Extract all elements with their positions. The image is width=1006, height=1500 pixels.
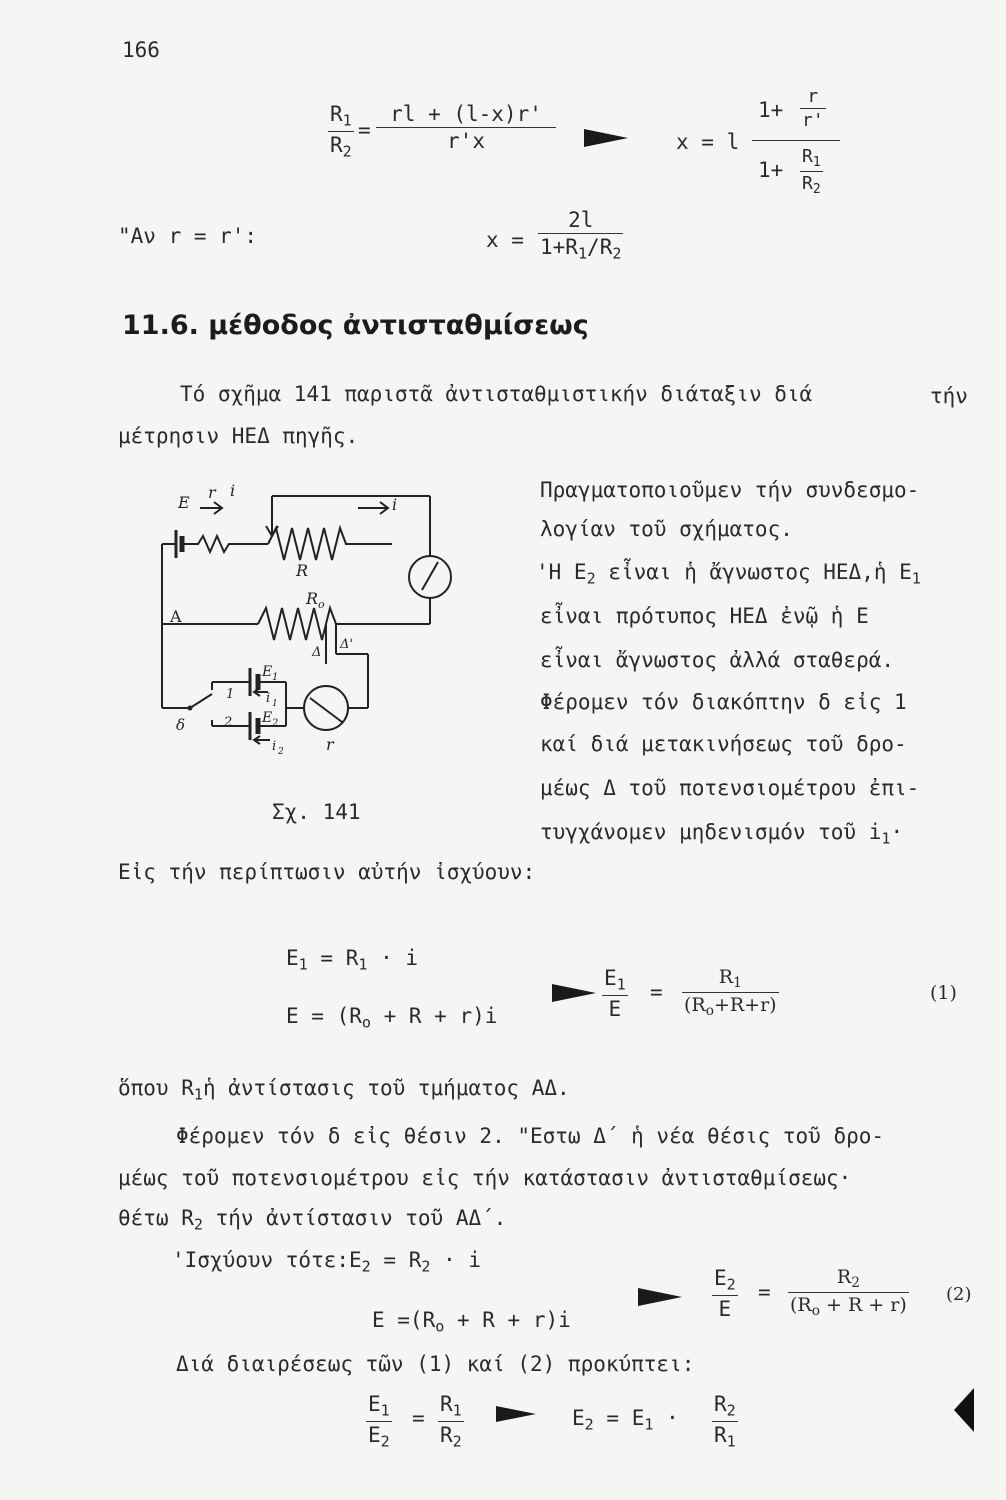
equation-tag: (2) [946,1284,972,1305]
right-col-line: τυγχάνομεν μηδενισμόν τοῦ $i_1\cdot$ [540,820,904,848]
svg-text:2: 2 [278,747,284,757]
figure-caption: Σχ. 141 [272,800,361,824]
right-col-line: 'Η $E_2$ εἶναι ἡ ἄγνωστος ΗΕΔ,ἡ $E_1$ [536,560,921,588]
paragraph-line: Τό σχῆμα 141 παριστᾶ ἀντισταθμιστικήν διάταξιν διά [180,382,813,406]
svg-text:i: i [272,739,277,754]
paragraph-line: Φέρομεν τόν δ εἰς θέσιν 2. "Εστω Δ΄ ἡ νέα θέσις τοῦ δρο- [176,1124,885,1148]
formula-a-lhs: $R_1$ $R_2$ [330,102,352,161]
svg-text:i: i [230,481,236,500]
section-heading: 11.6. μέθοδος ἀντισταθμίσεως [122,310,589,341]
galvanometer-icon [304,686,348,730]
paragraph-line: τήν [930,384,968,408]
paragraph-line: μέτρησιν ΗΕΔ πηγῆς. [118,424,359,448]
svg-text:A: A [170,607,182,626]
circuit-diagram [150,478,470,768]
paragraph-line: μέως τοῦ ποτενσιομέτρου εἰς τήν κατάστασιν ἀντισταθμίσεως· [118,1166,852,1190]
svg-text:E: E [262,710,273,726]
right-col-line: εἶναι πρότυπος ΗΕΔ ἐνῷ ἡ E [540,604,869,628]
right-col-line: εἶναι ἄγνωστος ἀλλά σταθερά. [540,648,895,672]
implies-arrow-icon [584,129,628,147]
svg-text:δ: δ [176,716,186,734]
svg-text:E: E [262,664,273,680]
svg-text:R: R [306,589,319,608]
svg-text:Δ': Δ' [340,637,353,652]
right-col-line: Φέρομεν τόν διακόπτην δ εἰς 1 [540,690,907,714]
page-number: 166 [122,38,160,62]
right-col-line: Πραγματοποιοῦμεν τήν συνδεσμο- [540,478,920,502]
svg-text:1: 1 [226,687,235,702]
right-col-line: καί διά μετακινήσεως τοῦ δρο- [540,732,907,756]
paragraph-line: ὅπου $R_1ἡ$ ἀντίστασις τοῦ τμήματος ΑΔ. [118,1076,570,1104]
paragraph-line: Εἰς τήν περίπτωσιν αὐτήν ἰσχύουν: [118,860,536,884]
right-col-line: λογίαν τοῦ σχήματος. [540,517,793,541]
fraction-bar [752,140,840,141]
formula-a-rhs: rl + (l-x)r' r'x [376,102,556,153]
svg-text:i: i [392,495,398,514]
page-marker-icon [954,1388,974,1432]
right-col-line: μέως Δ τοῦ ποτενσιομέτρου ἐπι- [540,776,920,800]
case-text: "Αν r = r': [118,224,258,248]
implies-arrow-icon [552,984,596,1002]
svg-text:R: R [296,561,309,580]
svg-text:r: r [326,735,334,754]
svg-text:r: r [208,483,216,502]
svg-text:Δ: Δ [312,645,322,660]
svg-text:E: E [178,493,190,512]
svg-text:1: 1 [272,672,279,683]
implies-arrow-icon [638,1288,682,1306]
implies-arrow-icon [496,1406,536,1422]
svg-text:2: 2 [272,718,279,729]
paragraph-line: Διά διαιρέσεως τῶν (1) καί (2) προκύπτει: [176,1352,695,1376]
paragraph-line: θέτω $R_2$ τήν ἀντίστασιν τοῦ ΑΔ΄. [118,1206,507,1234]
svg-text:i: i [266,691,271,706]
svg-text:1: 1 [272,699,278,709]
equation-tag: (1) [930,982,957,1004]
svg-text:2: 2 [224,715,233,730]
svg-text:o: o [318,598,325,611]
